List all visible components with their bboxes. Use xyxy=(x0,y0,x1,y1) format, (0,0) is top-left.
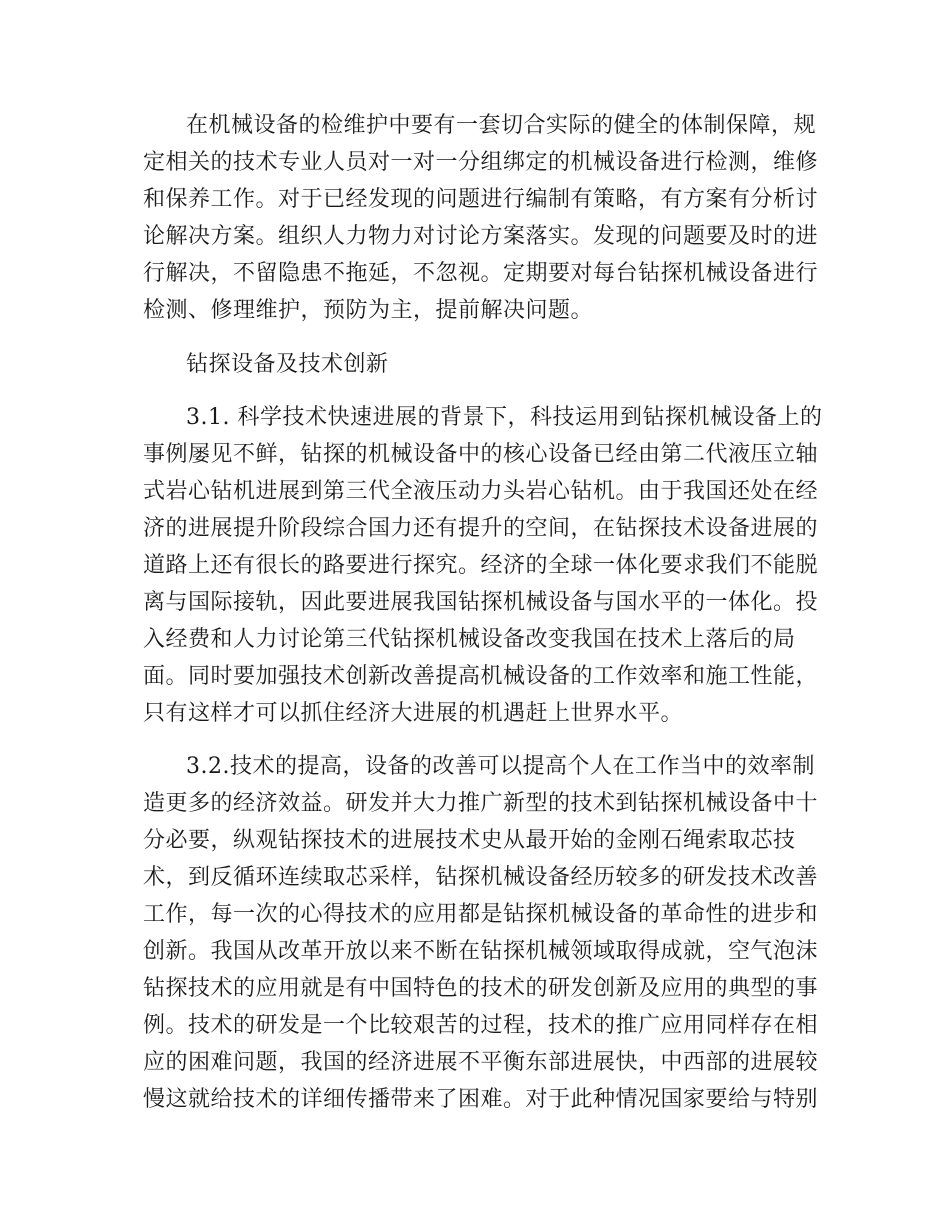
paragraph-3-1-line-6: 离与国际接轨，因此要进展我国钻探机械设备与国水平的一体化。投 xyxy=(143,590,819,615)
paragraph-1-line-1: 在机械设备的检维护中要有一套切合实际的健全的体制保障，规 xyxy=(186,113,817,138)
paragraph-1-line-5: 行解决，不留隐患不拖延，不忽视。定期要对每台钻探机械设备进行 xyxy=(143,261,819,286)
section-heading: 钻探设备及技术创新 xyxy=(186,352,389,377)
paragraph-3-1-line-7: 入经费和人力讨论第三代钻探机械设备改变我国在技术上落后的局 xyxy=(143,627,796,652)
paragraph-3-1-line-8: 面。同时要加强技术创新改善提高机械设备的工作效率和施工性能， xyxy=(143,664,819,689)
paragraph-3-2-line-6: 创新。我国从改革开放以来不断在钻探机械领域取得成就，空气泡沫 xyxy=(143,939,819,964)
paragraph-3-1-line-4: 济的进展提升阶段综合国力还有提升的空间，在钻探技术设备进展的 xyxy=(143,516,819,541)
paragraph-3-2-line-4: 术，到反循环连续取芯采样，钻探机械设备经历较多的研发技术改善 xyxy=(143,865,819,890)
paragraph-3-2-line-9: 应的困难问题，我国的经济进展不平衡东部进展快，中西部的进展较 xyxy=(143,1050,819,1075)
paragraph-1-line-4: 论解决方案。组织人力物力对讨论方案落实。发现的问题要及时的进 xyxy=(143,224,819,249)
paragraph-3-1-line-1: 3.1. 科学技术快速进展的背景下，科技运用到钻探机械设备上的 xyxy=(186,405,823,430)
paragraph-3-2-line-1: 3.2.技术的提高，设备的改善可以提高个人在工作当中的效率制 xyxy=(186,754,815,779)
paragraph-3-1-line-5: 道路上还有很长的路要进行探究。经济的全球一体化要求我们不能脱 xyxy=(143,553,819,578)
paragraph-3-2-line-8: 例。技术的研发是一个比较艰苦的过程，技术的推广应用同样存在相 xyxy=(143,1013,819,1038)
paragraph-3-2-line-5: 工作，每一次的心得技术的应用都是钻探机械设备的革命性的进步和 xyxy=(143,902,819,927)
paragraph-3-2-line-3: 分必要，纵观钻探技术的进展技术史从最开始的金刚石绳索取芯技 xyxy=(143,828,796,853)
paragraph-3-2-line-10: 慢这就给技术的详细传播带来了困难。对于此种情况国家要给与特别 xyxy=(143,1087,819,1112)
paragraph-3-2-line-7: 钻探技术的应用就是有中国特色的技术的研发创新及应用的典型的事 xyxy=(143,976,819,1001)
paragraph-1-line-3: 和保养工作。对于已经发现的问题进行编制有策略，有方案有分析讨 xyxy=(143,187,819,212)
paragraph-3-1-line-9: 只有这样才可以抓住经济大进展的机遇赶上世界水平。 xyxy=(143,701,684,726)
paragraph-3-1-line-2: 事例屡见不鲜，钻探的机械设备中的核心设备已经由第二代液压立轴 xyxy=(143,442,819,467)
paragraph-3-2-line-2: 造更多的经济效益。研发并大力推广新型的技术到钻探机械设备中十 xyxy=(143,791,819,816)
paragraph-1-line-6: 检测、修理维护，预防为主，提前解决问题。 xyxy=(143,298,594,323)
paragraph-3-1-line-3: 式岩心钻机进展到第三代全液压动力头岩心钻机。由于我国还处在经 xyxy=(143,479,819,504)
paragraph-1-line-2: 定相关的技术专业人员对一对一分组绑定的机械设备进行检测，维修 xyxy=(143,150,819,175)
